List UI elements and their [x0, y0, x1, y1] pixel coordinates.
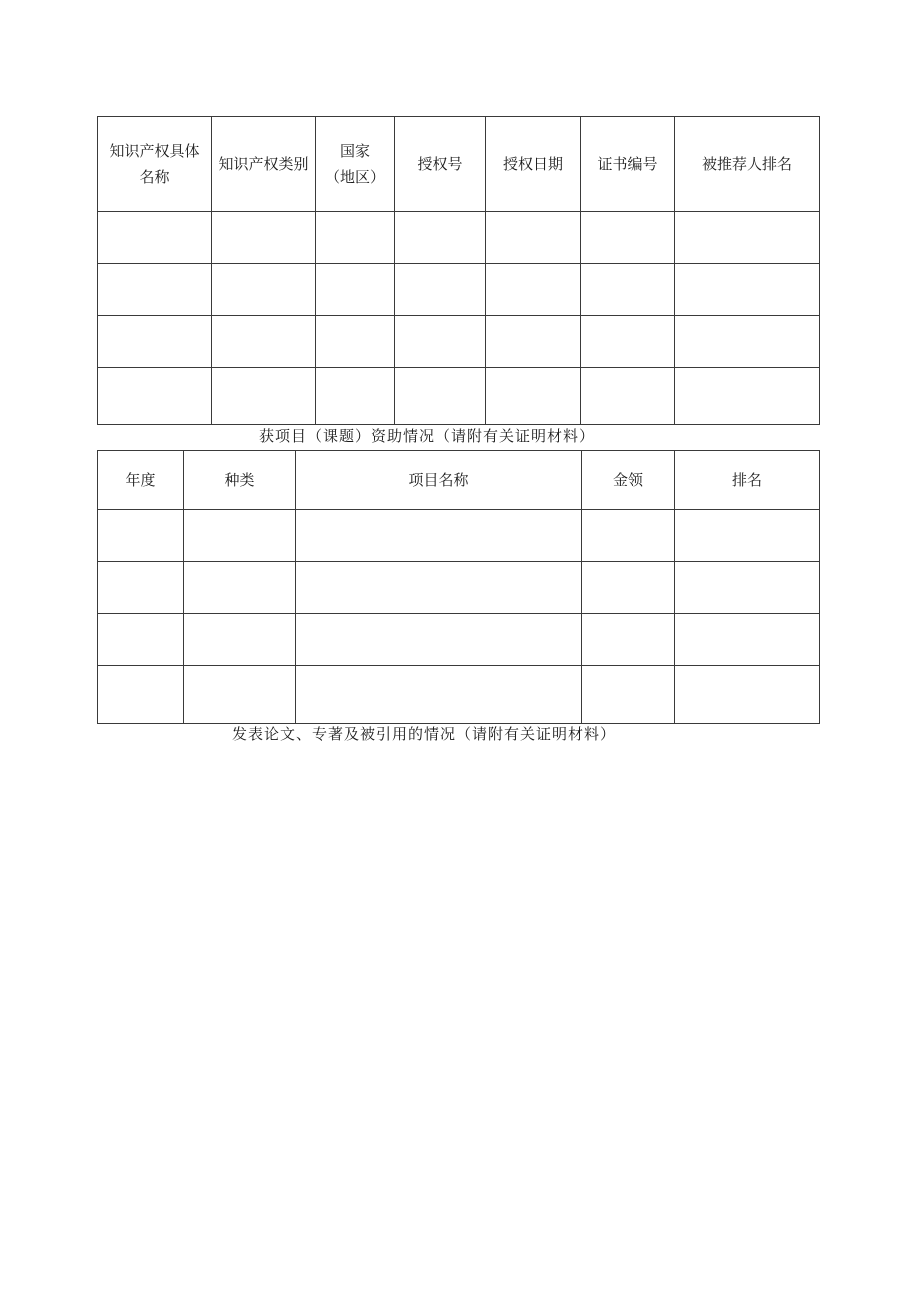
table-cell[interactable] — [675, 212, 820, 264]
table-cell[interactable] — [582, 614, 675, 666]
table-row — [98, 510, 820, 562]
header-ip-category — [212, 117, 316, 212]
header-grant-number-label: 授权号 — [417, 155, 463, 173]
table-cell[interactable] — [675, 264, 820, 316]
ip-header-row — [98, 117, 820, 212]
table-row — [98, 212, 820, 264]
table-cell[interactable] — [184, 666, 296, 724]
header-ip-name-line1: 知识产权具体 — [109, 142, 200, 160]
table-cell[interactable] — [98, 666, 184, 724]
header-certificate-number-label: 证书编号 — [597, 155, 658, 173]
table-cell[interactable] — [316, 316, 395, 368]
table-cell[interactable] — [296, 614, 582, 666]
header-ip-name-line2: 名称 — [139, 168, 170, 186]
table-cell[interactable] — [581, 212, 675, 264]
table-cell[interactable] — [675, 510, 820, 562]
table-cell[interactable] — [184, 562, 296, 614]
table-cell[interactable] — [212, 316, 316, 368]
funding-header-row — [98, 451, 820, 510]
table-cell[interactable] — [675, 614, 820, 666]
table-cell[interactable] — [486, 264, 581, 316]
table-cell[interactable] — [212, 264, 316, 316]
table-cell[interactable] — [581, 368, 675, 425]
header-rank: 排名 — [675, 451, 820, 510]
header-project-name: 项目名称 — [296, 451, 582, 510]
header-grant-number — [395, 117, 486, 212]
header-ip-name — [98, 117, 212, 212]
table-cell[interactable] — [486, 316, 581, 368]
table-row — [98, 316, 820, 368]
header-grant-date — [486, 117, 581, 212]
table-cell[interactable] — [675, 316, 820, 368]
header-ip-category-label: 知识产权类别 — [218, 155, 309, 173]
table-cell[interactable] — [98, 562, 184, 614]
header-country-line1: 国家 — [339, 142, 370, 160]
table-cell[interactable] — [184, 614, 296, 666]
table-cell[interactable] — [675, 562, 820, 614]
table-cell[interactable] — [98, 212, 212, 264]
table-cell[interactable] — [486, 212, 581, 264]
table-cell[interactable] — [395, 316, 486, 368]
header-grant-date-label: 授权日期 — [502, 155, 563, 173]
table-cell[interactable] — [316, 212, 395, 264]
table-cell[interactable] — [395, 368, 486, 425]
table-cell[interactable] — [581, 316, 675, 368]
table-cell[interactable] — [212, 212, 316, 264]
header-nominee-rank — [675, 117, 820, 212]
table-cell[interactable] — [184, 510, 296, 562]
header-year: 年度 — [98, 451, 184, 510]
ip-table — [97, 116, 820, 425]
table-row — [98, 614, 820, 666]
table-cell[interactable] — [395, 264, 486, 316]
table-cell[interactable] — [581, 264, 675, 316]
table-cell[interactable] — [296, 562, 582, 614]
table-cell[interactable] — [316, 264, 395, 316]
table-row — [98, 264, 820, 316]
table-cell[interactable] — [486, 368, 581, 425]
header-country — [316, 117, 395, 212]
table-cell[interactable] — [582, 562, 675, 614]
table-cell[interactable] — [582, 666, 675, 724]
header-type: 种类 — [184, 451, 296, 510]
header-country-line2: （地区） — [324, 168, 385, 186]
table-cell[interactable] — [316, 368, 395, 425]
funding-section-caption: 获项目（课题）资助情况（请附有关证明材料） — [259, 427, 596, 445]
header-nominee-rank-label: 被推荐人排名 — [701, 155, 792, 173]
table-row — [98, 562, 820, 614]
table-cell[interactable] — [675, 666, 820, 724]
table-cell[interactable] — [212, 368, 316, 425]
table-row — [98, 368, 820, 425]
table-row — [98, 666, 820, 724]
table-cell[interactable] — [98, 510, 184, 562]
table-cell[interactable] — [98, 614, 184, 666]
papers-section-caption: 发表论文、专著及被引用的情况（请附有关证明材料） — [232, 725, 617, 743]
table-cell[interactable] — [675, 368, 820, 425]
table-cell[interactable] — [296, 666, 582, 724]
funding-table — [97, 450, 820, 724]
table-cell[interactable] — [582, 510, 675, 562]
table-cell[interactable] — [296, 510, 582, 562]
table-cell[interactable] — [98, 316, 212, 368]
table-cell[interactable] — [395, 212, 486, 264]
header-certificate-number — [581, 117, 675, 212]
header-amount: 金领 — [582, 451, 675, 510]
table-cell[interactable] — [98, 368, 212, 425]
table-cell[interactable] — [98, 264, 212, 316]
